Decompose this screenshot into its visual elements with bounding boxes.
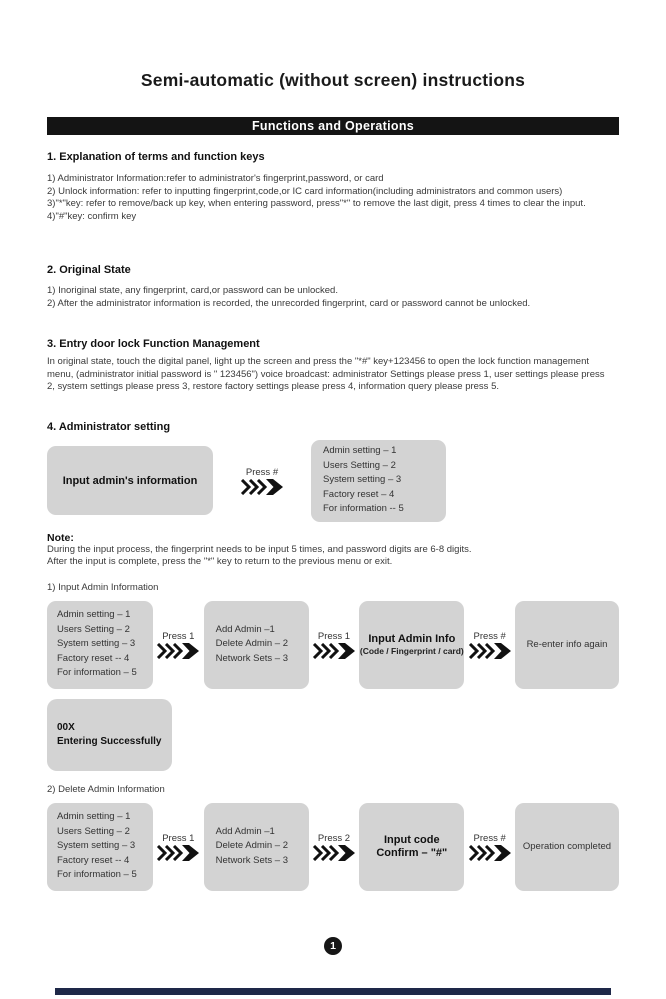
flow3-admin-submenu-box (204, 803, 309, 891)
arrow-label: Press 1 (317, 630, 351, 642)
menu-item: System setting – 3 (57, 840, 136, 852)
menu-item: For information -- 5 (323, 503, 404, 515)
page-title: Semi-automatic (without screen) instructions (140, 70, 526, 90)
flow3-arrow-press-hash (467, 833, 513, 861)
flow2-admin-submenu-box (204, 601, 309, 689)
chevron-arrow-icon (312, 845, 356, 861)
menu-item: Delete Admin – 2 (215, 840, 289, 852)
box-label: Operation completed (522, 841, 612, 852)
flow2-arrow-press-hash (467, 631, 513, 659)
note-block (47, 532, 619, 569)
subsection-2-label: 2) Delete Admin Information (47, 783, 165, 795)
section-function-management (47, 338, 619, 394)
chevron-arrow-icon (240, 479, 284, 495)
flow2-main-menu-box (47, 601, 153, 689)
success-code: 00X (57, 721, 75, 733)
section-1-line: 4)"#"key: confirm key (47, 210, 137, 222)
flow3-main-menu-box (47, 803, 153, 891)
arrow-label: Press # (245, 466, 279, 478)
box-title-2: Confirm – "#" (376, 846, 448, 859)
arrow-label: Press 2 (317, 832, 351, 844)
section-2-line: 2) After the administrator information is recorded, the unrecorded fingerprint, card or password cannot be unlocked. (47, 297, 531, 309)
section-admin-setting (47, 421, 619, 433)
section-3-line: menu, (administrator initial password is " 123456") voice broadcast: administrator Settings please press 1, user settings please press (47, 368, 605, 380)
flow1-input-admin-label: Input admin's information (62, 474, 198, 487)
subsection-1-label: 1) Input Admin Information (47, 581, 159, 593)
entering-success-box (47, 699, 172, 771)
success-text: Entering Successfully (57, 735, 162, 747)
page-number-badge (324, 937, 342, 955)
menu-item: Users Setting – 2 (57, 825, 130, 837)
flow3-operation-completed-box (515, 803, 619, 891)
note-heading: Note: (47, 531, 74, 544)
flow2-input-admin-info-box (359, 601, 464, 689)
section-banner-text: Functions and Operations (251, 119, 415, 133)
section-3-line: 2, system settings please press 3, restore factory settings please press 4, information query please press 5. (47, 381, 499, 392)
arrow-label: Press # (473, 832, 506, 844)
arrow-label: Press 1 (162, 630, 195, 642)
page-number: 1 (330, 939, 336, 952)
menu-item: Factory reset -- 4 (57, 854, 130, 866)
section-2-heading: 2. Original State (47, 264, 131, 276)
menu-item: Delete Admin – 2 (215, 638, 289, 650)
section-4-heading: 4. Administrator setting (47, 420, 171, 433)
flow2-arrow-press-1b (311, 631, 357, 659)
box-title: Input Admin Info (368, 632, 456, 645)
section-banner (47, 117, 619, 135)
menu-item: Network Sets – 3 (215, 652, 288, 664)
flow-delete-admin-info (47, 803, 619, 891)
menu-item: Users Setting – 2 (57, 623, 130, 635)
flow1-input-admin-box (47, 446, 213, 515)
section-1-line: 1) Administrator Information:refer to administrator's fingerprint,password, or card (47, 173, 384, 184)
box-title: Input code (384, 833, 440, 846)
menu-item: For information – 5 (57, 869, 137, 881)
chevron-arrow-icon (156, 845, 200, 861)
section-terms (47, 151, 619, 223)
menu-item: Users Setting – 2 (323, 459, 396, 471)
flow-admin-setting (47, 440, 619, 522)
section-2-line: 1) Inoriginal state, any fingerprint, card,or password can be unlocked. (47, 285, 338, 296)
footer-rule (55, 988, 611, 995)
chevron-arrow-icon (468, 845, 512, 861)
menu-item: System setting – 3 (57, 638, 136, 650)
menu-item: Add Admin –1 (215, 623, 275, 635)
chevron-arrow-icon (468, 643, 512, 659)
flow3-arrow-press-1 (155, 833, 201, 861)
arrow-label: Press 1 (162, 832, 195, 844)
flow3-arrow-press-2 (311, 833, 357, 861)
section-1-heading: 1. Explanation of terms and function keys (47, 151, 265, 163)
menu-item: Factory reset -- 4 (57, 652, 130, 664)
flow1-main-menu-box (311, 440, 446, 522)
box-label: Re-enter info again (526, 639, 608, 650)
flow2-arrow-press-1 (155, 631, 201, 659)
menu-item: Admin setting – 1 (323, 445, 397, 457)
menu-item: Add Admin –1 (215, 825, 275, 837)
note-line: During the input process, the fingerprint needs to be input 5 times, and password digits are 6-8 digits. (47, 543, 472, 555)
menu-item: Factory reset – 4 (323, 488, 395, 500)
menu-item: Admin setting – 1 (57, 811, 131, 823)
flow1-arrow-press-hash (239, 467, 285, 495)
note-line: After the input is complete, press the "*" key to return to the previous menu or exit. (47, 556, 393, 567)
menu-item: For information – 5 (57, 667, 137, 679)
section-3-line: In original state, touch the digital panel, light up the screen and press the "*#" key+123456 to open the lock function management (47, 356, 590, 367)
flow3-input-code-box (359, 803, 464, 891)
box-subtitle: (Code / Fingerprint / card) (359, 645, 464, 656)
section-1-line: 3)"*"key: refer to remove/back up key, when entering password, press"*" to remove the last digit, press 4 times to clear the input. (47, 198, 586, 209)
menu-item: System setting – 3 (323, 474, 402, 486)
flow-input-admin-info (47, 601, 619, 689)
menu-item: Network Sets – 3 (215, 854, 288, 866)
section-1-line: 2) Unlock information: refer to inputting fingerprint,code,or IC card information(including administrators and common users) (47, 185, 563, 197)
arrow-label: Press # (473, 630, 506, 642)
flow2-reenter-box (515, 601, 619, 689)
chevron-arrow-icon (156, 643, 200, 659)
menu-item: Admin setting – 1 (57, 609, 131, 621)
chevron-arrow-icon (312, 643, 356, 659)
section-original-state (47, 264, 619, 310)
section-3-heading: 3. Entry door lock Function Management (47, 338, 260, 350)
